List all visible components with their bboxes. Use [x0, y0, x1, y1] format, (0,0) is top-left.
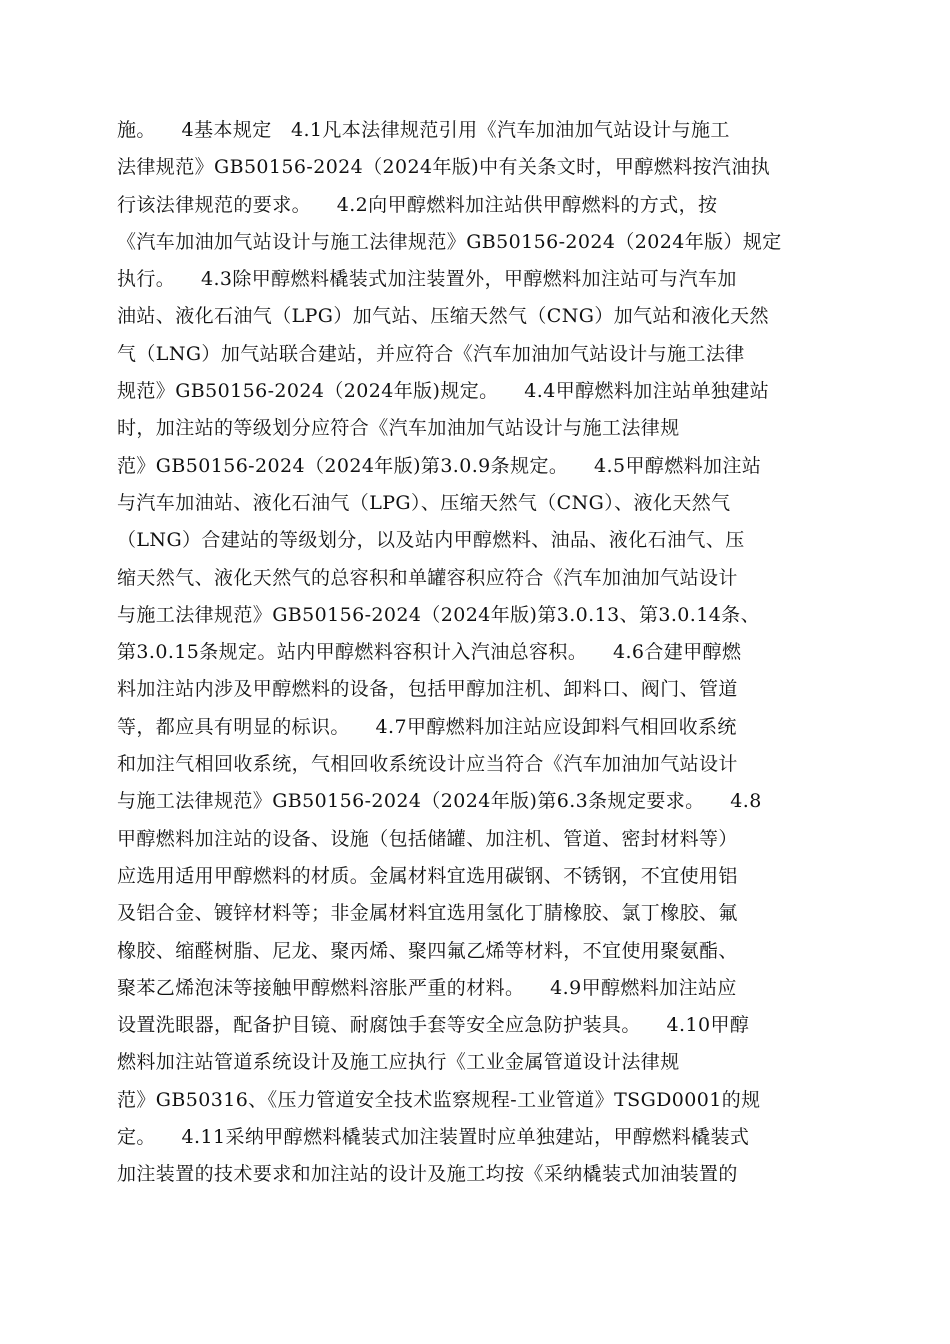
text-line: 规范》GB50156-2024（2024年版)规定。 4.4甲醇燃料加注站单独建站 [117, 380, 770, 403]
text-line: 料加注站内涉及甲醇燃料的设备，包括甲醇加注机、卸料口、阀门、管道 [117, 678, 738, 701]
text-line: 定。 4.11采纳甲醇燃料橇装式加注装置时应单独建站，甲醇燃料橇装式 [117, 1126, 750, 1149]
text-line: 设置洗眼器，配备护目镜、耐腐蚀手套等安全应急防护装具。 4.10甲醇 [117, 1014, 750, 1037]
text-line: 行该法律规范的要求。 4.2向甲醇燃料加注站供甲醇燃料的方式，按 [117, 193, 718, 216]
text-line: 和加注气相回收系统，气相回收系统设计应当符合《汽车加油加气站设计 [117, 753, 738, 776]
text-line: 加注装置的技术要求和加注站的设计及施工均按《采纳橇装式加油装置的 [117, 1163, 738, 1186]
text-line: 燃料加注站管道系统设计及施工应执行《工业金属管道设计法律规 [117, 1051, 680, 1074]
text-line: 气（LNG）加气站联合建站，并应符合《汽车加油加气站设计与施工法律 [117, 342, 745, 365]
text-line: 油站、液化石油气（LPG）加气站、压缩天然气（CNG）加气站和液化天然 [117, 305, 769, 328]
text-line: 与汽车加油站、液化石油气（LPG）、压缩天然气（CNG）、液化天然气 [117, 491, 731, 514]
text-line: 缩天然气、液化天然气的总容积和单罐容积应符合《汽车加油加气站设计 [117, 566, 738, 589]
text-line: 与施工法律规范》GB50156-2024（2024年版)第3.0.13、第3.0.14条、 [117, 603, 760, 626]
text-line: 执行。 4.3除甲醇燃料橇装式加注装置外，甲醇燃料加注站可与汽车加 [117, 268, 737, 291]
text-line: 等，都应具有明显的标识。 4.7甲醇燃料加注站应设卸料气相回收系统 [117, 715, 737, 738]
text-line: 施。 4基本规定 4.1凡本法律规范引用《汽车加油加气站设计与施工 [117, 119, 730, 141]
text-line: 法律规范》GB50156-2024（2024年版)中有关条文时，甲醇燃料按汽油执 [117, 156, 771, 179]
text-line: 时，加注站的等级划分应符合《汽车加油加气站设计与施工法律规 [117, 417, 680, 440]
text-line: 第3.0.15条规定。站内甲醇燃料容积计入汽油总容积。 4.6合建甲醇燃 [117, 641, 742, 664]
text-line: 与施工法律规范》GB50156-2024（2024年版)第6.3条规定要求。 4.8 [117, 790, 762, 813]
text-line: 甲醇燃料加注站的设备、设施（包括储罐、加注机、管道、密封材料等） [117, 827, 738, 850]
text-line: 聚苯乙烯泡沫等接触甲醇燃料溶胀严重的材料。 4.9甲醇燃料加注站应 [117, 976, 737, 999]
body-text [117, 112, 837, 1194]
text-line: 及铝合金、镀锌材料等；非金属材料宜选用氢化丁腈橡胶、氯丁橡胶、氟 [117, 902, 738, 925]
text-line: 应选用适用甲醇燃料的材质。金属材料宜选用碳钢、不锈钢，不宜使用铝 [117, 864, 738, 887]
text-line: （LNG）合建站的等级划分，以及站内甲醇燃料、油品、液化石油气、压 [117, 529, 745, 552]
text-line: 橡胶、缩醛树脂、尼龙、聚丙烯、聚四氟乙烯等材料，不宜使用聚氨酯、 [117, 939, 738, 962]
text-line: 《汽车加油加气站设计与施工法律规范》GB50156-2024（2024年版）规定 [117, 230, 782, 253]
text-line: 范》GB50316、《压力管道安全技术监察规程-工业管道》TSGD0001的规 [117, 1088, 761, 1111]
text-line: 范》GB50156-2024（2024年版)第3.0.9条规定。 4.5甲醇燃料加注站 [117, 454, 762, 477]
